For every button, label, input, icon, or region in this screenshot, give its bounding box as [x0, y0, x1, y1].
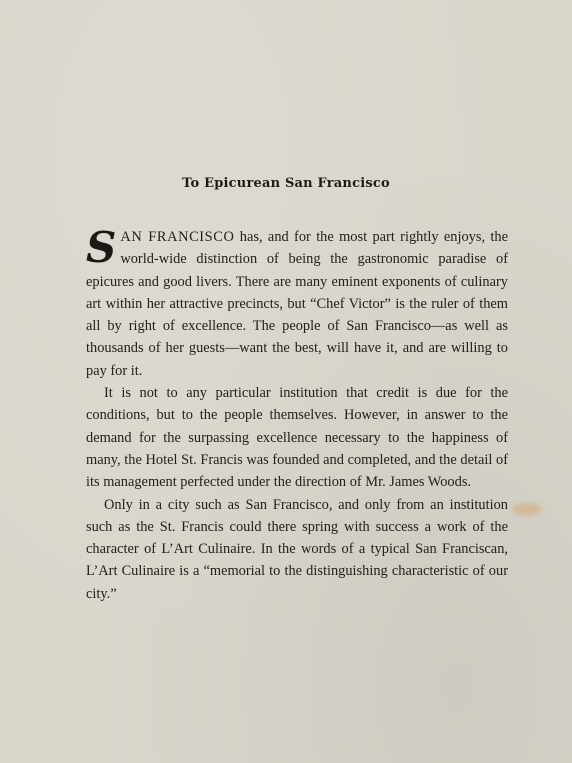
- paragraph-1: [86, 223, 508, 382]
- page-heading: To Epicurean San Francisco: [182, 176, 390, 191]
- paragraph-3: Only in a city such as San Francisco, and only from an institution such as the St. Francis could there spring with success a work of the character of L’Art Culinaire. In the words of a typical San Franciscan, L’Art Culinaire is a “memorial to the distinguishing characteristic of our city.”: [86, 496, 508, 602]
- drop-cap: S: [86, 223, 117, 272]
- paragraph-1-lead: AN FRANCISCO: [120, 229, 235, 245]
- paragraph-1-text: has, and for the most part rightly enjoys, the world-wide distinction of being the gastronomic paradise of epicures and good livers. There are many eminent exponents of culinary art within her attractive precincts, but “Chef Victor” is the ruler of them all by right of excellence. The people of San Francisco—as well as thousands of her guests—want the best, will have it, and are willing to pay for it.: [86, 229, 508, 379]
- body-text: [86, 223, 508, 605]
- paper-stain: [512, 503, 542, 516]
- paragraph-2: It is not to any particular institution that credit is due for the conditions, but to the people themselves. However, in answer to the demand for the surpassing excellence necessary to the happiness of many, the Hotel St. Francis was founded and completed, and the detail of its management perfected under the direction of Mr. James Woods.: [86, 385, 508, 491]
